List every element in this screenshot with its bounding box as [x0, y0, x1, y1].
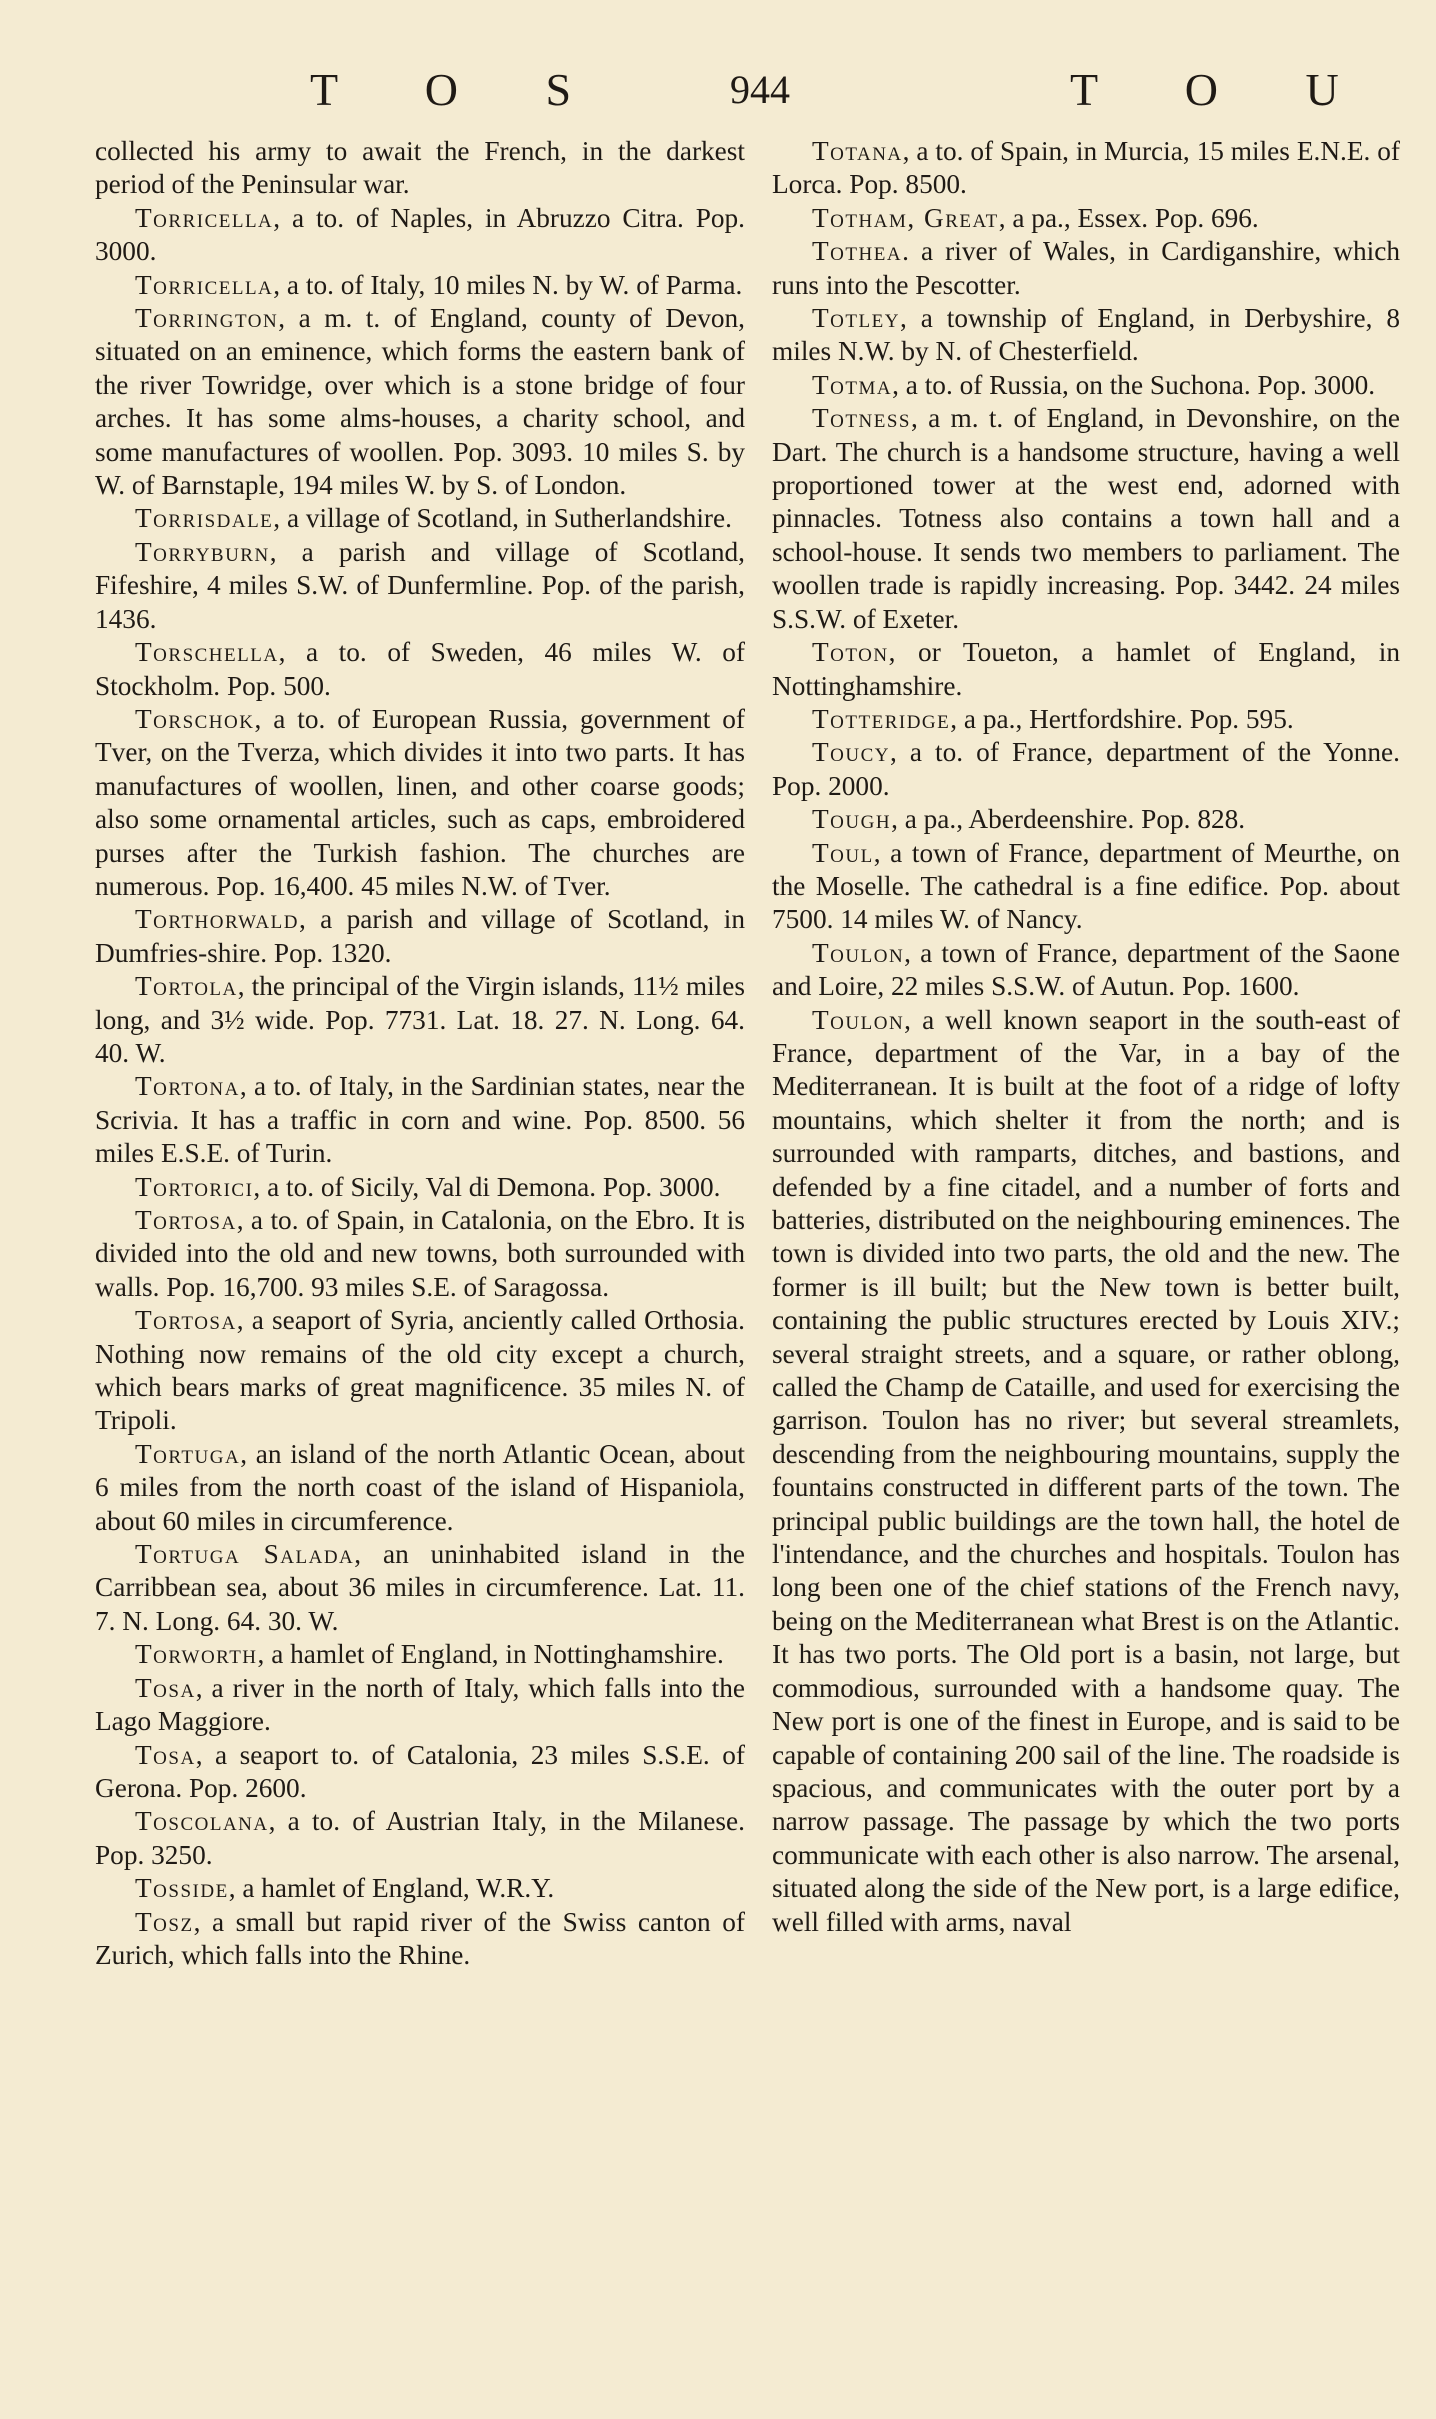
- gazetteer-entry: [95, 202, 745, 269]
- entry-headword: Tough: [812, 804, 892, 835]
- entry-headword: Tortorici: [135, 1171, 254, 1202]
- entry-text: , or Toueton, a hamlet of England, in Nottinghamshire.: [772, 637, 1400, 701]
- right-column: [772, 135, 1400, 1939]
- entry-headword: Toulon: [812, 937, 905, 968]
- gazetteer-entry: [772, 736, 1400, 803]
- entry-headword: Tortosa: [135, 1305, 237, 1336]
- entry-headword: Tosa: [135, 1672, 196, 1703]
- entry-text: , a parish and village of Scotland, in Dumfries-shire. Pop. 1320.: [95, 904, 745, 968]
- entry-headword: Tosz: [135, 1906, 194, 1937]
- entry-text: , a township of England, in Derbyshire, 8 miles N.W. by N. of Chesterfield.: [772, 303, 1400, 367]
- entry-text: , a to. of France, department of the Yonne. Pop. 2000.: [772, 737, 1400, 801]
- gazetteer-entry: [95, 1204, 745, 1304]
- entry-text: , a hamlet of England, in Nottinghamshire.: [257, 1639, 724, 1670]
- gazetteer-entry: [95, 1739, 745, 1806]
- entry-headword: Totham, Great: [812, 202, 999, 233]
- page-number: 944: [730, 67, 790, 112]
- entry-text: , a to. of Italy, in the Sardinian states, near the Scrivia. It has a traffic in corn and wine. Pop. 8500. 56 miles E.S.E. of Turin.: [95, 1071, 745, 1169]
- entry-text: , the principal of the Virgin islands, 11½ miles long, and 3½ wide. Pop. 7731. Lat. 18. 27. N. Long. 64. 40. W.: [95, 971, 745, 1068]
- entry-text: collected his army to await the French, in the darkest period of the Peninsular war.: [95, 136, 745, 200]
- gazetteer-entry: [95, 536, 745, 636]
- entry-headword: Toul: [812, 837, 874, 868]
- running-head: [90, 60, 1400, 120]
- gazetteer-entry: [95, 1304, 745, 1438]
- entry-text: , a to. of Sicily, Val di Demona. Pop. 3000.: [253, 1171, 721, 1202]
- entry-headword: Tortosa: [135, 1205, 237, 1235]
- gazetteer-entry: [772, 135, 1400, 202]
- entry-text: . a river of Wales, in Cardiganshire, which runs into the Pescotter.: [772, 236, 1400, 300]
- entry-headword: Torricella: [135, 202, 274, 233]
- gazetteer-entry: [95, 1872, 745, 1905]
- entry-text: , a pa., Essex. Pop. 696.: [998, 202, 1259, 233]
- entry-text: , a seaport to. of Catalonia, 23 miles S.S.E. of Gerona. Pop. 2600.: [95, 1739, 745, 1803]
- gazetteer-entry: [95, 1171, 745, 1204]
- entry-text: , a river in the north of Italy, which falls into the Lago Maggiore.: [95, 1672, 745, 1737]
- entry-text: , a well known seaport in the south-east of France, department of the Var, in a bay of the Mediterranean. It is built at the foot of a ridge of lofty mountains, which shelter it from the north; and is surrounded with ramparts, ditches, and bastions, and defended by a fine citadel, and a number of forts and batteries, distributed on the neighbouring eminences. The town is divided into two parts, the old and the new. The former is ill built; but the New town is better built, containing the public structures erected by Louis XIV.; several straight streets, and a square, or rather oblong, called the Champ de Cataille, and used for exercising the garrison. Toulon has no river; but several streamlets, descending from the neighbouring mountains, supply the fountains constructed in different parts of the town. The principal public buildings are the town hall, the hotel de l'intendance, and the churches and hospitals. Toulon has long been one of the chief stations of the French navy, being on the Mediterranean what Brest is on the Atlantic. It has two ports. The Old port is a basin, not large, but commodious, surrounded with a handsome quay. The New port is one of the finest in Europe, and is said to be capable of containing 200 sail of the line. The roadside is spacious, and communicates with the outer port by a narrow passage. The passage by which the two ports communicate with each other is also narrow. The arsenal, situated along the side of the New port, is a large edifice, well filled with arms, naval: [772, 1004, 1400, 1937]
- entry-text: , a to. of Spain, in Catalonia, on the Ebro. It is divided into the old and new towns, both surrounded with walls. Pop. 16,700. 93 miles S.E. of Saragossa.: [95, 1205, 745, 1302]
- gazetteer-entry: [95, 1906, 745, 1973]
- gazetteer-entry: [772, 636, 1400, 703]
- entry-headword: Tosa: [135, 1739, 196, 1770]
- entry-headword: Tortuga Salada: [135, 1539, 355, 1570]
- entry-text: , a m. t. of England, county of Devon, situated on an eminence, which forms the eastern bank of the river Towridge, over which is a stone bridge of four arches. It has some alms-houses, a charity school, and some manufactures of woollen. Pop. 3093. 10 miles S. by W. of Barnstaple, 194 miles W. by S. of London.: [95, 303, 745, 501]
- entry-headword: Tortona: [135, 1071, 240, 1102]
- entry-headword: Tortola: [135, 971, 238, 1002]
- gazetteer-entry: [95, 135, 745, 202]
- entry-headword: Torschok: [135, 703, 255, 734]
- entry-headword: Totana: [812, 136, 903, 166]
- entry-headword: Totteridge: [812, 703, 951, 734]
- entry-text: , a seaport of Syria, anciently called Orthosia. Nothing now remains of the old city except a church, which bears marks of great magnificence. 35 miles N. of Tripoli.: [95, 1305, 745, 1436]
- entry-text: , a pa., Aberdeenshire. Pop. 828.: [891, 804, 1246, 835]
- entry-headword: Totley: [812, 303, 900, 334]
- entry-headword: Torryburn: [135, 536, 270, 567]
- gazetteer-entry: [95, 1805, 745, 1872]
- gazetteer-entry: [772, 235, 1400, 302]
- gazetteer-entry: [772, 369, 1400, 402]
- entry-headword: Torrington: [135, 303, 279, 334]
- entry-text: , a parish and village of Scotland, Fifeshire, 4 miles S.W. of Dunfermline. Pop. of the parish, 1436.: [95, 536, 745, 634]
- entry-headword: Totness: [812, 403, 911, 434]
- running-head-left: T O S: [310, 64, 610, 115]
- entry-text: , a to. of Naples, in Abruzzo Citra. Pop. 3000.: [95, 202, 745, 267]
- gazetteer-entry: [95, 1438, 745, 1538]
- entry-headword: Toucy: [812, 737, 891, 768]
- gazetteer-entry: [772, 803, 1400, 836]
- gazetteer-entry: [95, 302, 745, 502]
- entry-headword: Torrisdale: [135, 503, 274, 534]
- running-head-right: T O U: [1070, 64, 1377, 115]
- entry-headword: Tortuga: [135, 1438, 241, 1469]
- gazetteer-entry: [95, 636, 745, 703]
- gazetteer-entry: [95, 269, 745, 302]
- gazetteer-entry: [95, 502, 745, 535]
- entry-headword: Tosside: [135, 1873, 229, 1904]
- entry-text: , an uninhabited island in the Carribbean sea, about 36 miles in circumference. Lat. 11. 7. N. Long. 64. 30. W.: [95, 1539, 745, 1636]
- entry-text: , a village of Scotland, in Sutherlandshire.: [273, 503, 732, 534]
- entry-text: , a town of France, department of Meurthe, on the Moselle. The cathedral is a fine edifice. Pop. about 7500. 14 miles W. of Nancy.: [772, 837, 1400, 935]
- entry-text: , a to. of European Russia, government of Tver, on the Tverza, which divides it into two parts. It has manufactures of woollen, linen, and other coarse goods; also some ornamental articles, such as caps, embroidered purses after the Turkish fashion. The churches are numerous. Pop. 16,400. 45 miles N.W. of Tver.: [95, 703, 745, 901]
- gazetteer-entry: [772, 202, 1400, 235]
- gazetteer-entry: [95, 1538, 745, 1638]
- entry-headword: Toton: [812, 637, 889, 668]
- entry-text: , an island of the north Atlantic Ocean, about 6 miles from the north coast of the island of Hispaniola, about 60 miles in circumference.: [95, 1438, 745, 1536]
- gazetteer-entry: [772, 703, 1400, 736]
- entry-headword: Toulon: [812, 1004, 905, 1035]
- gazetteer-entry: [95, 1638, 745, 1671]
- entry-text: , a small but rapid river of the Swiss canton of Zurich, which falls into the Rhine.: [95, 1906, 745, 1970]
- entry-text: , a to. of Italy, 10 miles N. by W. of Parma.: [273, 269, 743, 300]
- entry-headword: Torthorwald: [135, 904, 299, 935]
- gazetteer-entry: [772, 302, 1400, 369]
- entry-text: , a to. of Spain, in Murcia, 15 miles E.N.E. of Lorca. Pop. 8500.: [772, 136, 1400, 200]
- gazetteer-entry: [772, 1004, 1400, 1939]
- gazetteer-entry: [95, 703, 745, 903]
- entry-text: , a to. of Sweden, 46 miles W. of Stockholm. Pop. 500.: [95, 637, 745, 701]
- left-column: [95, 135, 745, 1972]
- gazetteer-entry: [95, 903, 745, 970]
- entry-text: , a hamlet of England, W.R.Y.: [228, 1873, 555, 1904]
- gazetteer-entry: [95, 1672, 745, 1739]
- entry-headword: Toscolana: [135, 1806, 269, 1837]
- gazetteer-entry: [772, 837, 1400, 937]
- entry-headword: Torricella: [135, 269, 274, 300]
- gazetteer-entry: [772, 937, 1400, 1004]
- entry-headword: Torworth: [135, 1639, 258, 1670]
- entry-headword: Totma: [812, 369, 893, 400]
- entry-text: , a to. of Russia, on the Suchona. Pop. 3000.: [892, 369, 1376, 400]
- gazetteer-entry: [95, 970, 745, 1070]
- entry-text: , a m. t. of England, in Devonshire, on the Dart. The church is a handsome structure, having a well proportioned tower at the west end, adorned with pinnacles. Totness also contains a town hall and a school-house. It sends two members to parliament. The woollen trade is rapidly increasing. Pop. 3442. 24 miles S.S.W. of Exeter.: [772, 403, 1400, 634]
- gazetteer-entry: [772, 402, 1400, 636]
- entry-text: , a to. of Austrian Italy, in the Milanese. Pop. 3250.: [95, 1806, 745, 1870]
- entry-headword: Tothea: [812, 236, 903, 267]
- entry-text: , a town of France, department of the Saone and Loire, 22 miles S.S.W. of Autun. Pop. 1600.: [772, 937, 1400, 1002]
- gazetteer-entry: [95, 1070, 745, 1170]
- entry-text: , a pa., Hertfordshire. Pop. 595.: [950, 703, 1294, 734]
- entry-headword: Torschella: [135, 637, 279, 668]
